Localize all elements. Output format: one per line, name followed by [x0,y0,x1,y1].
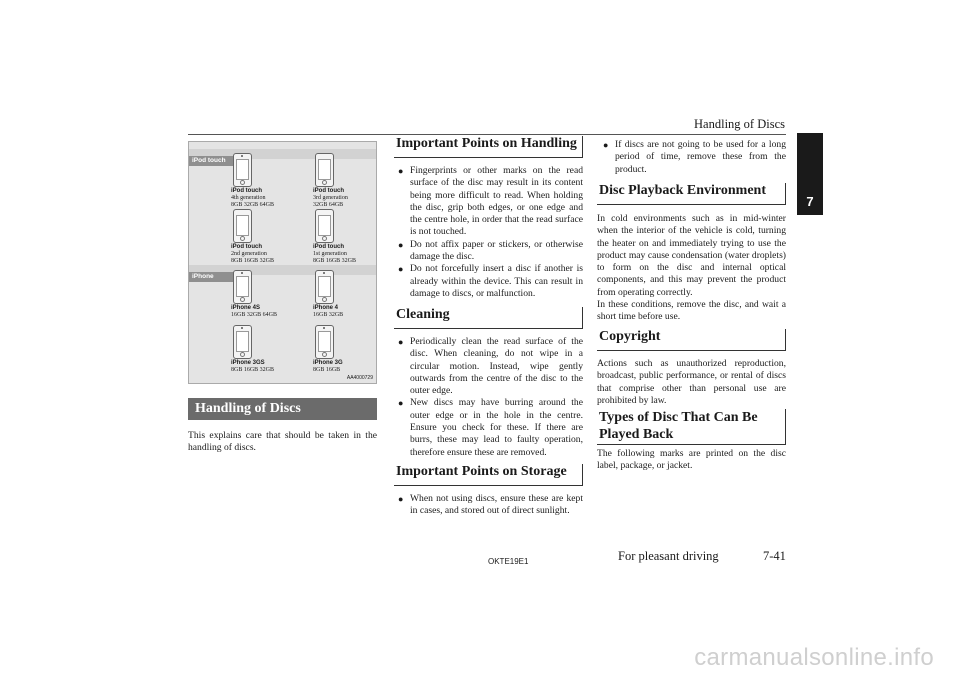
iphone-icon [315,270,334,304]
device-ipod-touch-2: iPod touch 2nd generation 8GB 16GB 32GB [231,209,291,265]
header-rule [188,134,786,135]
list-item: ● Do not affix paper or stickers, or otherwise damage the disc. [398,239,583,264]
heading-cleaning: Cleaning [394,307,583,329]
cleaning-bullets [398,336,583,459]
document-code: OKTE19E1 [488,557,529,566]
group-label-iphone: iPhone [189,272,239,282]
figure-code: AA4000729 [346,375,373,381]
retention-bullet [603,139,786,176]
device-ipod-touch-3: iPod touch 3rd generation 32GB 64GB [313,153,373,209]
iphone-icon [233,270,252,304]
device-ipod-touch-1: iPod touch 1st generation 8GB 16GB 32GB [313,209,373,265]
list-item: ● Do not forcefully insert a disc if another is already within the device. This can result in damage to discs, or malfunction. [398,263,583,300]
heading-important-handling: Important Points on Handling [394,136,583,158]
footer-section-title: For pleasant driving [618,549,719,563]
device-iphone-4: iPhone 4 16GB 32GB [313,270,373,319]
list-item: ● New discs may have burring around the outer edge or in the hole in the centre. Ensure you check for these. If there are burrs, these may lead to faulty operation, therefore ensure these are removed. [398,397,583,458]
page-number: 7-41 [763,549,786,563]
list-item: ● Periodically clean the read surface of the disc. When cleaning, do not wipe in a circular motion. Instead, wipe gently outwards from the centre of the disc to the outer edge. [398,336,583,397]
list-item: ● If discs are not going to be used for a long period of time, remove these from the product. [603,139,786,176]
ipod-icon [233,153,252,187]
heading-playback-environment: Disc Playback Environment [597,183,786,205]
group-label-ipod: iPod touch [189,156,239,166]
list-item: ● Fingerprints or other marks on the read surface of the disc may result in its content being more difficult to read. When holding the disc, grip both edges, or one edge and the centre hole, in order that the read surface is not touched. [398,165,583,239]
heading-copyright: Copyright [597,329,786,351]
list-item: ● When not using discs, ensure these are kept in cases, and stored out of direct sunlight. [398,493,583,518]
handling-bullets [398,165,583,300]
device-ipod-touch-4: iPod touch 4th generation 8GB 32GB 64GB [231,153,291,209]
device-iphone-3g: iPhone 3G 8GB 16GB [313,325,373,374]
ipod-icon [315,153,334,187]
ipod-icon [315,209,334,243]
heading-important-storage: Important Points on Storage [394,464,583,486]
storage-bullets [398,493,583,518]
watermark: carmanualsonline.info [694,644,934,671]
iphone-icon [315,325,334,359]
disc-types-paragraph: The following marks are printed on the disc label, package, or jacket. [597,448,786,472]
intro-paragraph: This explains care that should be taken in the handling of discs. [188,430,377,454]
running-header: Handling of Discs [694,117,785,131]
device-compatibility-figure [188,141,377,384]
ipod-icon [233,209,252,243]
device-iphone-3gs: iPhone 3GS 8GB 16GB 32GB [231,325,291,374]
copyright-paragraph: Actions such as unauthorized reproduction, broadcast, public performance, or rental of discs that comprise other than personal use are prohibited by law. [597,358,786,406]
section-heading-handling: Handling of Discs [188,398,377,420]
device-iphone-4s: iPhone 4S 16GB 32GB 64GB [231,270,291,319]
iphone-icon [233,325,252,359]
chapter-tab: 7 [797,133,823,215]
environment-paragraph: In cold environments such as in mid-winter when the interior of the vehicle is cold, turning the heater on and immediately trying to use the product may cause condensation (water droplets) to form on the disc and internal optical components, and this may prevent the product from operating correctly. In these conditions, remove the disc, and wait a short time before use. [597,213,786,323]
heading-disc-types: Types of Disc That Can Be Played Back [597,409,786,445]
